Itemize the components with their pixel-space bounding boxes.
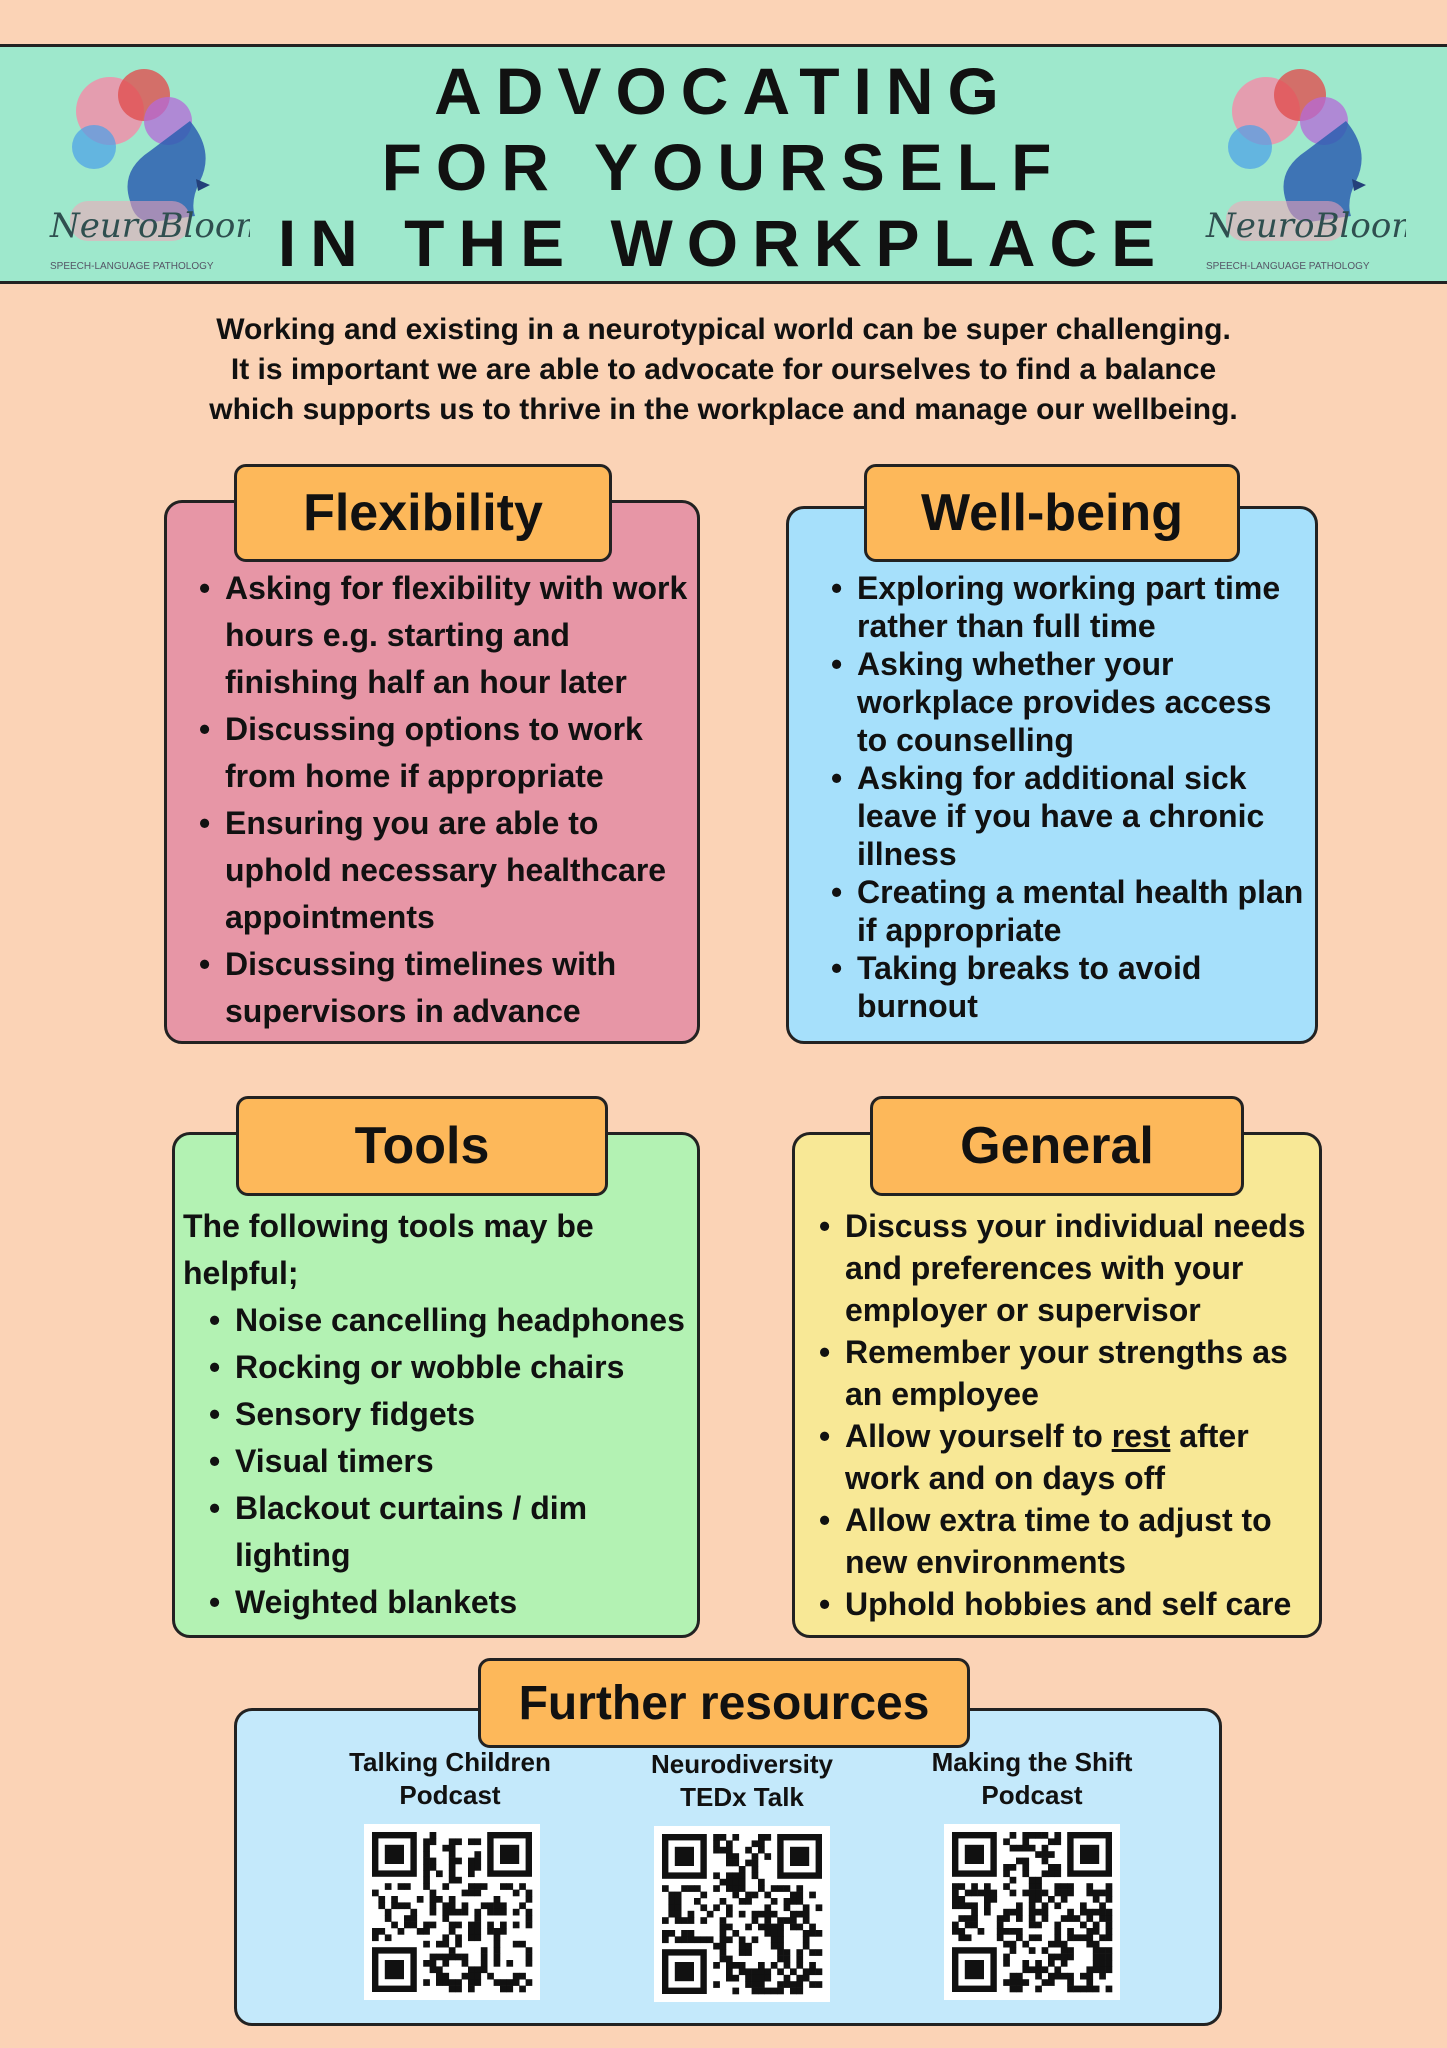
logo-subtext: SPEECH-LANGUAGE PATHOLOGY (50, 261, 214, 272)
flexibility-card (164, 500, 700, 1044)
list-item: • Discussing timelines with supervisors in advance (195, 941, 691, 1035)
list-item: • Rocking or wobble chairs (205, 1344, 697, 1391)
tools-list (205, 1297, 697, 1626)
title-line-1: ADVOCATING (434, 54, 1013, 128)
resource-title: Neurodiversity (650, 1749, 834, 1779)
wellbeing-card (786, 506, 1318, 1044)
resource-neurodiversity-label (602, 1748, 882, 1814)
tools-heading: Tools (236, 1096, 608, 1196)
list-item: • Discussing options to work from home if appropriate (195, 706, 691, 800)
list-item: • Sensory fidgets (205, 1391, 697, 1438)
list-item: • Weighted blankets (205, 1579, 697, 1626)
list-item: • Visual timers (205, 1438, 697, 1485)
list-item: • Discuss your individual needs and preferences with your employer or supervisor (815, 1205, 1315, 1331)
resource-talking-children-label (310, 1746, 590, 1812)
list-item-text: after work and on days off (845, 1418, 1249, 1496)
tools-card (172, 1132, 700, 1638)
wellbeing-list (827, 569, 1307, 1025)
neurobloom-logo-right (1196, 51, 1406, 279)
resources-heading: Further resources (478, 1658, 970, 1748)
list-item: • Taking breaks to avoid burnout (827, 949, 1307, 1025)
list-item: • Uphold hobbies and self care (815, 1583, 1315, 1625)
logo-text-right: NeuroBloom (1206, 206, 1406, 246)
neurobloom-logo (40, 51, 250, 279)
resource-type: TEDx Talk (680, 1782, 804, 1812)
title-line-3: IN THE WORKPLACE (277, 206, 1170, 280)
logo-text: NeuroBloom (50, 206, 250, 246)
header-banner (0, 44, 1447, 284)
list-item: • Exploring working part time rather than full time (827, 569, 1307, 645)
resource-type: Podcast (399, 1780, 501, 1810)
qr-code-icon[interactable] (364, 1824, 540, 2000)
qr-code-icon[interactable] (654, 1826, 830, 2002)
list-item: • Asking for flexibility with work hours e.g. starting and finishing half an hour later (195, 565, 691, 706)
rest-emphasis: rest (1111, 1418, 1171, 1454)
intro-line-3: which supports us to thrive in the workplace and manage our wellbeing. (209, 393, 1238, 426)
list-item: • Allow extra time to adjust to new environments (815, 1499, 1315, 1583)
title-line-2: FOR YOURSELF (381, 130, 1066, 204)
wellbeing-heading: Well-being (864, 464, 1240, 562)
list-item: • Asking whether your workplace provides access to counselling (827, 645, 1307, 759)
general-list (815, 1205, 1315, 1625)
list-item-text: Allow yourself to (845, 1418, 1112, 1454)
list-item: • Creating a mental health plan if appropriate (827, 873, 1307, 949)
resource-title: Talking Children (349, 1747, 551, 1777)
list-item: • Ensuring you are able to uphold necessary healthcare appointments (195, 800, 691, 941)
general-card (792, 1132, 1322, 1638)
list-item: • Remember your strengths as an employee (815, 1331, 1315, 1415)
resource-type: Podcast (981, 1780, 1083, 1810)
resource-title: Making the Shift (931, 1747, 1133, 1777)
list-item: • Noise cancelling headphones (205, 1297, 697, 1344)
intro-line-1: Working and existing in a neurotypical world can be super challenging. (216, 313, 1231, 346)
general-heading: General (870, 1096, 1244, 1196)
tools-intro: The following tools may be helpful; (183, 1208, 594, 1291)
flexibility-heading: Flexibility (234, 464, 612, 562)
qr-code-icon[interactable] (944, 1824, 1120, 2000)
list-item: • Asking for additional sick leave if you have a chronic illness (827, 759, 1307, 873)
list-item: • Blackout curtains / dim lighting (205, 1485, 697, 1579)
list-item (815, 1415, 1315, 1499)
flexibility-list (195, 565, 691, 1035)
resource-making-the-shift-label (892, 1746, 1172, 1812)
intro-line-2: It is important we are able to advocate for ourselves to find a balance (230, 353, 1217, 386)
logo-subtext-right: SPEECH-LANGUAGE PATHOLOGY (1206, 261, 1370, 272)
intro-text (120, 310, 1327, 430)
page-title (260, 53, 1187, 281)
